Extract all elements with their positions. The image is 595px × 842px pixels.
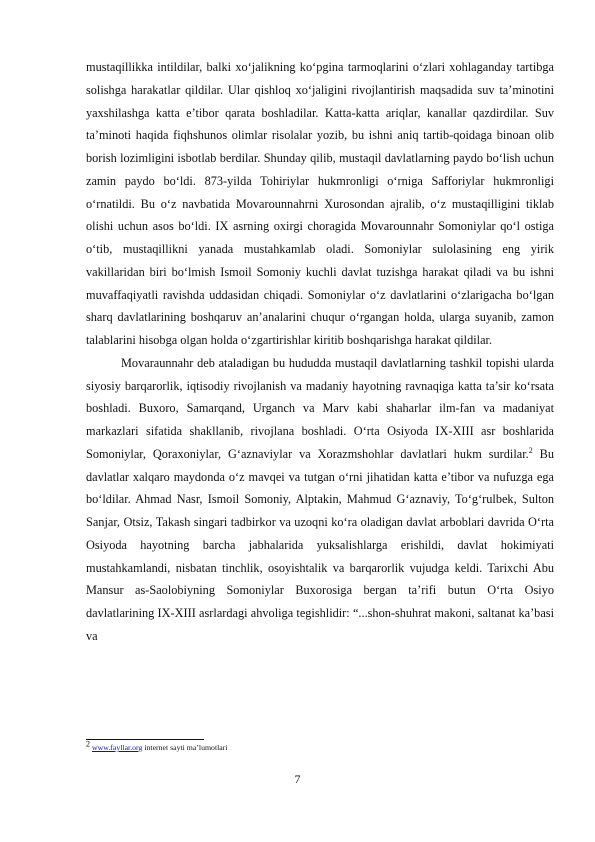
footnote-number: 2: [86, 739, 90, 749]
paragraph-2: [86, 352, 554, 648]
footnote: [86, 739, 554, 753]
footnote-separator: [86, 739, 204, 740]
paragraph-2-text: Movaraunnahr deb ataladigan bu hududda mustaqil davlatlarning tashkil topishi ularda siyosiy barqarorlik, iqtisodiy rivojlanish va madaniy hayotning ravnaqiga katta ta’sir ko‘rsata boshladi. Buxoro, Samarqand, Urganch va Marv kabi shaharlar ilm-fan va madaniyat markazlari sifatida shakllanib, rivojlana boshladi. O‘rta Osiyoda IX-XIII asr boshlarida Somoniylar, Qoraxoniylar, G‘aznaviylar va Xorazmshohlar davlatlari hukm surdilar.: [86, 355, 554, 461]
paragraph-1: mustaqillikka intildilar, balki xo‘jalikning ko‘pgina tarmoqlarini o‘zlari xohlaganday tartibga solishga harakatlar qildilar. Ular qishloq xo‘jaligini rivojlantirish maqsadida suv ta’minotini yaxshilashga katta e’tibor qarata boshladilar. Katta-katta ariqlar, kanallar qazdirdilar. Suv ta’minoti haqida fiqhshunos olimlar risolalar yozib, bu ishni aniq tartib-qoidaga binoan olib borish lozimligini isbotlab berdilar. Shunday qilib, mustaqil davlatlarning paydo bo‘lish uchun zamin paydo bo‘ldi. 873-yilda Tohiriylar hukmronligi o‘rniga Safforiylar hukmronligi o‘rnatildi. Bu o‘z navbatida Movarounnahrni Xurosondan ajralib, o‘z mustaqilligini tiklab olishi uchun asos bo‘ldi. IX asrning oxirgi choragida Movarounnahr Somoniylar qo‘l ostiga o‘tib, mustaqillikni yanada mustahkamlab oladi. Somoniylar sulolasining eng yirik vakillaridan biri bo‘lmish Ismoil Somoniy kuchli davlat tuzishga harakat qiladi va bu ishni muvaffaqiyatli ravishda uddasidan chiqadi. Somoniylar o‘z davlatlarini o‘zlarigacha bo‘lgan sharq davlatlarining boshqaruv an’analarini chuqur o‘rgangan holda, ularga suyanib, zamon talablarini hisobga olgan holda o‘zgartirishlar kiritib boshqarishga harakat qildilar.: [86, 60, 554, 347]
paragraph-2-continued: Bu davlatlar xalqaro maydonda o‘z mavqei va tutgan o‘rni jihatidan katta e’tibor va nufuzga ega bo‘ldilar. Ahmad Nasr, Ismoil Somoniy, Alptakin, Mahmud G‘aznaviy, To‘g‘rulbek, Sulton Sanjar, Otsiz, Takash singari tadbirkor va uzoqni ko‘ra oladigan davlat arboblari davrida O‘rta Osiyoda hayotning barcha jabhalarida yuksalishlarga erishildi, davlat hokimiyati mustahkamlandi, nisbatan tinchlik, osoyishtalik va barqarorlik vujudga keldi. Tarixchi Abu Mansur as-Saolobiyning Somoniylar Buxorosiga bergan ta’rifi butun O‘rta Osiyo davlatlarining IX-XIII asrlardagi ahvoliga tegishlidir: “...shon-shuhrat makoni, saltanat ka’basi va: [86, 446, 554, 643]
footnote-text: internet sayti ma’lumotlari: [142, 743, 228, 752]
footnote-reference[interactable]: 2: [528, 445, 533, 455]
footnote-link[interactable]: www.fayllar.org: [91, 743, 143, 752]
page-number: 7: [294, 772, 301, 786]
body-text: [86, 56, 554, 648]
